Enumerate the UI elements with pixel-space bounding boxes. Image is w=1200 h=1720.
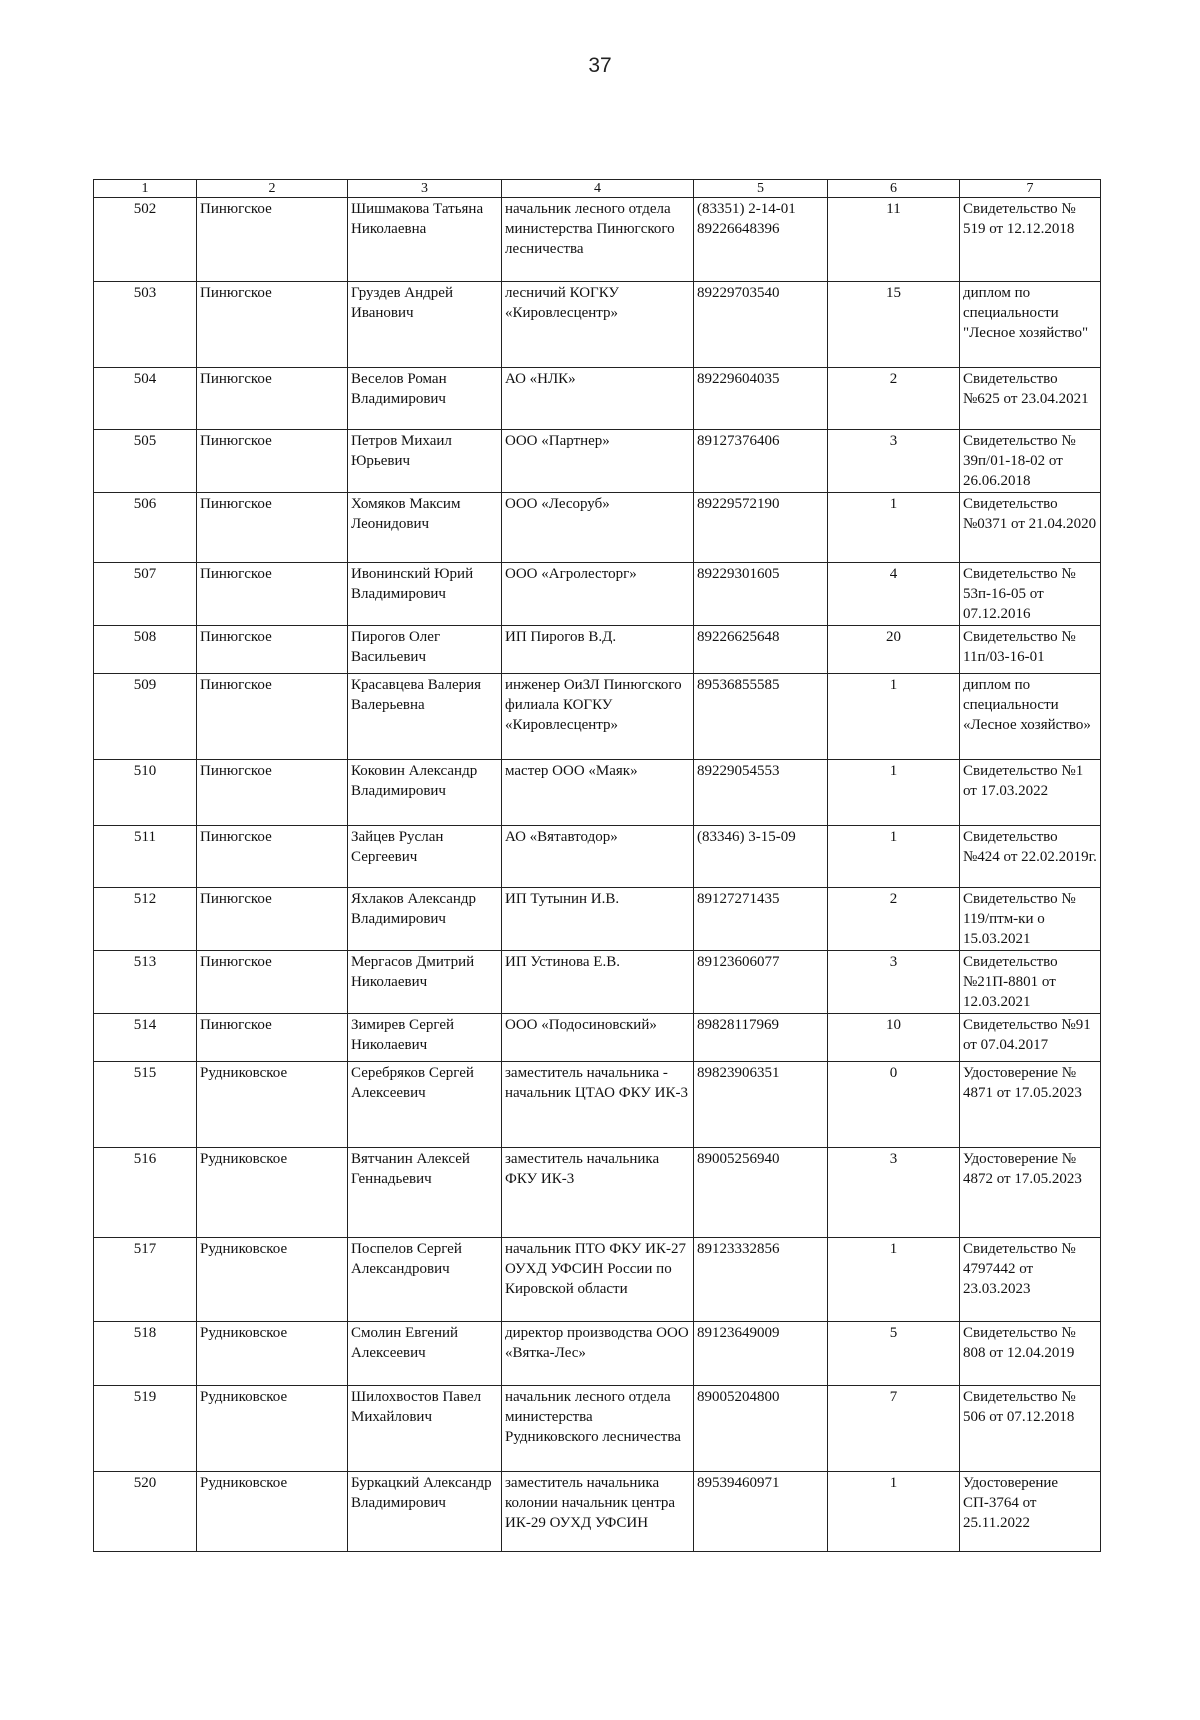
certificate: диплом по специальности «Лесное хозяйство» xyxy=(960,674,1101,760)
table-row xyxy=(94,430,1101,493)
phone-number: 89539460971 xyxy=(694,1472,828,1552)
certificate: Свидетельство № 506 от 07.12.2018 xyxy=(960,1386,1101,1472)
row-number: 509 xyxy=(94,674,197,760)
person-name: Пирогов Олег Васильевич xyxy=(348,626,502,674)
person-name: Серебряков Сергей Алексеевич xyxy=(348,1062,502,1148)
forestry-district: Рудниковское xyxy=(197,1472,348,1552)
experience-years: 1 xyxy=(828,760,960,826)
row-number: 508 xyxy=(94,626,197,674)
person-name: Поспелов Сергей Александрович xyxy=(348,1238,502,1322)
person-name: Красавцева Валерия Валерьевна xyxy=(348,674,502,760)
row-number: 510 xyxy=(94,760,197,826)
certificate: Удостоверение № 4872 от 17.05.2023 xyxy=(960,1148,1101,1238)
person-name: Смолин Евгений Алексеевич xyxy=(348,1322,502,1386)
experience-years: 3 xyxy=(828,951,960,1014)
certificate: Свидетельство №91 от 07.04.2017 xyxy=(960,1014,1101,1062)
row-number: 502 xyxy=(94,198,197,282)
experience-years: 1 xyxy=(828,493,960,563)
row-number: 504 xyxy=(94,368,197,430)
table-row xyxy=(94,888,1101,951)
forestry-district: Рудниковское xyxy=(197,1238,348,1322)
row-number: 513 xyxy=(94,951,197,1014)
phone-number: 89229054553 xyxy=(694,760,828,826)
row-number: 512 xyxy=(94,888,197,951)
table-row xyxy=(94,1386,1101,1472)
forestry-district: Пинюгское xyxy=(197,563,348,626)
forestry-district: Пинюгское xyxy=(197,430,348,493)
column-number: 1 xyxy=(94,180,197,198)
certificate: Свидетельство № 119/птм-ки о 15.03.2021 xyxy=(960,888,1101,951)
organization-position: начальник лесного отдела министерства Пинюгского лесничества xyxy=(502,198,694,282)
table-row xyxy=(94,368,1101,430)
organization-position: начальник лесного отдела министерства Рудниковского лесничества xyxy=(502,1386,694,1472)
forestry-district: Пинюгское xyxy=(197,760,348,826)
certificate: Свидетельство №1 от 17.03.2022 xyxy=(960,760,1101,826)
row-number: 519 xyxy=(94,1386,197,1472)
person-name: Петров Михаил Юрьевич xyxy=(348,430,502,493)
organization-position: ИП Пирогов В.Д. xyxy=(502,626,694,674)
certificate: Свидетельство №0371 от 21.04.2020 xyxy=(960,493,1101,563)
row-number: 514 xyxy=(94,1014,197,1062)
table-row xyxy=(94,198,1101,282)
table-row xyxy=(94,1322,1101,1386)
person-name: Шилохвостов Павел Михайлович xyxy=(348,1386,502,1472)
experience-years: 1 xyxy=(828,826,960,888)
phone-number: 89229572190 xyxy=(694,493,828,563)
table-row xyxy=(94,826,1101,888)
experience-years: 1 xyxy=(828,1238,960,1322)
row-number: 505 xyxy=(94,430,197,493)
registry-body xyxy=(94,198,1101,1552)
experience-years: 0 xyxy=(828,1062,960,1148)
person-name: Ивонинский Юрий Владимирович xyxy=(348,563,502,626)
column-number: 6 xyxy=(828,180,960,198)
organization-position: мастер ООО «Маяк» xyxy=(502,760,694,826)
row-number: 516 xyxy=(94,1148,197,1238)
forestry-district: Пинюгское xyxy=(197,198,348,282)
phone-number: (83351) 2-14-01 89226648396 xyxy=(694,198,828,282)
organization-position: заместитель начальника - начальник ЦТАО ФКУ ИК-3 xyxy=(502,1062,694,1148)
person-name: Зайцев Руслан Сергеевич xyxy=(348,826,502,888)
row-number: 506 xyxy=(94,493,197,563)
phone-number: 89226625648 xyxy=(694,626,828,674)
organization-position: заместитель начальника ФКУ ИК-3 xyxy=(502,1148,694,1238)
table-row xyxy=(94,282,1101,368)
organization-position: директор производства ООО «Вятка-Лес» xyxy=(502,1322,694,1386)
certificate: Свидетельство №625 от 23.04.2021 xyxy=(960,368,1101,430)
forestry-district: Пинюгское xyxy=(197,826,348,888)
column-number: 2 xyxy=(197,180,348,198)
experience-years: 10 xyxy=(828,1014,960,1062)
experience-years: 4 xyxy=(828,563,960,626)
certificate: Свидетельство № 519 от 12.12.2018 xyxy=(960,198,1101,282)
forestry-district: Пинюгское xyxy=(197,888,348,951)
organization-position: лесничий КОГКУ «Кировлесцентр» xyxy=(502,282,694,368)
column-number: 7 xyxy=(960,180,1101,198)
organization-position: ООО «Лесоруб» xyxy=(502,493,694,563)
column-number: 3 xyxy=(348,180,502,198)
table-row xyxy=(94,563,1101,626)
forestry-district: Пинюгское xyxy=(197,626,348,674)
certificate: Удостоверение СП-3764 от 25.11.2022 xyxy=(960,1472,1101,1552)
person-name: Буркацкий Александр Владимирович xyxy=(348,1472,502,1552)
table-row xyxy=(94,1062,1101,1148)
phone-number: 89123649009 xyxy=(694,1322,828,1386)
forestry-district: Рудниковское xyxy=(197,1386,348,1472)
experience-years: 2 xyxy=(828,888,960,951)
organization-position: ИП Устинова Е.В. xyxy=(502,951,694,1014)
phone-number: 89823906351 xyxy=(694,1062,828,1148)
phone-number: 89229301605 xyxy=(694,563,828,626)
organization-position: АО «НЛК» xyxy=(502,368,694,430)
row-number: 518 xyxy=(94,1322,197,1386)
experience-years: 5 xyxy=(828,1322,960,1386)
table-row xyxy=(94,674,1101,760)
table-row xyxy=(94,760,1101,826)
forestry-district: Пинюгское xyxy=(197,282,348,368)
phone-number: 89123606077 xyxy=(694,951,828,1014)
table-row xyxy=(94,1148,1101,1238)
forestry-district: Пинюгское xyxy=(197,951,348,1014)
column-number: 4 xyxy=(502,180,694,198)
experience-years: 1 xyxy=(828,1472,960,1552)
person-name: Коковин Александр Владимирович xyxy=(348,760,502,826)
forestry-district: Пинюгское xyxy=(197,674,348,760)
experience-years: 7 xyxy=(828,1386,960,1472)
experience-years: 3 xyxy=(828,1148,960,1238)
phone-number: 89536855585 xyxy=(694,674,828,760)
experience-years: 2 xyxy=(828,368,960,430)
phone-number: (83346) 3-15-09 xyxy=(694,826,828,888)
organization-position: заместитель начальника колонии начальник центра ИК-29 ОУХД УФСИН xyxy=(502,1472,694,1552)
phone-number: 89005204800 xyxy=(694,1386,828,1472)
experience-years: 3 xyxy=(828,430,960,493)
row-number: 520 xyxy=(94,1472,197,1552)
certificate: диплом по специальности "Лесное хозяйство" xyxy=(960,282,1101,368)
experience-years: 11 xyxy=(828,198,960,282)
organization-position: ООО «Партнер» xyxy=(502,430,694,493)
organization-position: начальник ПТО ФКУ ИК-27 ОУХД УФСИН России по Кировской области xyxy=(502,1238,694,1322)
forestry-district: Пинюгское xyxy=(197,368,348,430)
forestry-district: Рудниковское xyxy=(197,1148,348,1238)
table-row xyxy=(94,626,1101,674)
experience-years: 20 xyxy=(828,626,960,674)
phone-number: 89127376406 xyxy=(694,430,828,493)
organization-position: АО «Вятавтодор» xyxy=(502,826,694,888)
phone-number: 89229703540 xyxy=(694,282,828,368)
certificate: Свидетельство № 39п/01-18-02 от 26.06.2018 xyxy=(960,430,1101,493)
forestry-district: Пинюгское xyxy=(197,493,348,563)
person-name: Веселов Роман Владимирович xyxy=(348,368,502,430)
column-number-row xyxy=(94,180,1101,198)
organization-position: инженер ОиЗЛ Пинюгского филиала КОГКУ «Кировлесцентр» xyxy=(502,674,694,760)
person-name: Хомяков Максим Леонидович xyxy=(348,493,502,563)
certificate: Свидетельство № 53п-16-05 от 07.12.2016 xyxy=(960,563,1101,626)
person-name: Мергасов Дмитрий Николаевич xyxy=(348,951,502,1014)
organization-position: ИП Тутынин И.В. xyxy=(502,888,694,951)
row-number: 507 xyxy=(94,563,197,626)
forestry-district: Пинюгское xyxy=(197,1014,348,1062)
experience-years: 15 xyxy=(828,282,960,368)
column-number: 5 xyxy=(694,180,828,198)
phone-number: 89828117969 xyxy=(694,1014,828,1062)
organization-position: ООО «Подосиновский» xyxy=(502,1014,694,1062)
certificate: Свидетельство №424 от 22.02.2019г. xyxy=(960,826,1101,888)
table-row xyxy=(94,951,1101,1014)
person-name: Яхлаков Александр Владимирович xyxy=(348,888,502,951)
certificate: Свидетельство № 4797442 от 23.03.2023 xyxy=(960,1238,1101,1322)
table-row xyxy=(94,493,1101,563)
certificate: Удостоверение № 4871 от 17.05.2023 xyxy=(960,1062,1101,1148)
certificate: Свидетельство № 808 от 12.04.2019 xyxy=(960,1322,1101,1386)
person-name: Груздев Андрей Иванович xyxy=(348,282,502,368)
table-row xyxy=(94,1014,1101,1062)
certificate: Свидетельство №21П-8801 от 12.03.2021 xyxy=(960,951,1101,1014)
registry-table xyxy=(93,179,1101,1552)
phone-number: 89123332856 xyxy=(694,1238,828,1322)
page-number: 37 xyxy=(588,54,612,77)
experience-years: 1 xyxy=(828,674,960,760)
row-number: 511 xyxy=(94,826,197,888)
phone-number: 89127271435 xyxy=(694,888,828,951)
person-name: Вятчанин Алексей Геннадьевич xyxy=(348,1148,502,1238)
organization-position: ООО «Агролесторг» xyxy=(502,563,694,626)
forestry-district: Рудниковское xyxy=(197,1062,348,1148)
phone-number: 89229604035 xyxy=(694,368,828,430)
person-name: Шишмакова Татьяна Николаевна xyxy=(348,198,502,282)
table-row xyxy=(94,1472,1101,1552)
row-number: 517 xyxy=(94,1238,197,1322)
row-number: 515 xyxy=(94,1062,197,1148)
person-name: Зимирев Сергей Николаевич xyxy=(348,1014,502,1062)
phone-number: 89005256940 xyxy=(694,1148,828,1238)
certificate: Свидетельство № 11п/03-16-01 xyxy=(960,626,1101,674)
row-number: 503 xyxy=(94,282,197,368)
table-row xyxy=(94,1238,1101,1322)
forestry-district: Рудниковское xyxy=(197,1322,348,1386)
